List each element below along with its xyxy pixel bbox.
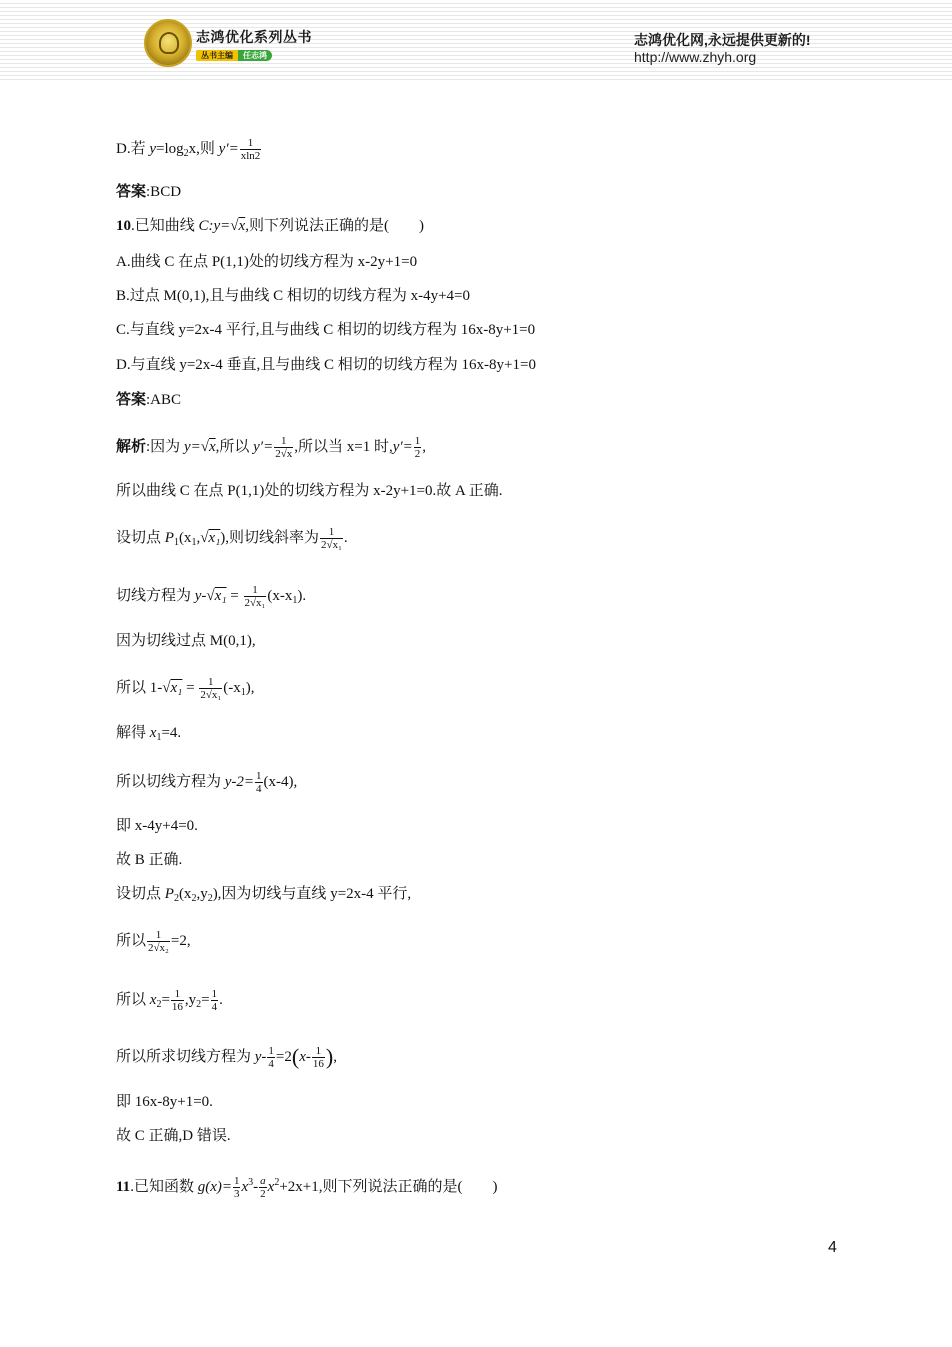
fraction: $\frac{1}{2}$ [414,435,421,460]
option-a: A.曲线 C 在点 P(1,1)处的切线方程为 x-2y+1=0 [116,254,418,270]
header-slogan: 志鸿优化网,永远提供更新的! [634,32,811,48]
fraction: $\frac{1}{\text{2√x₁}}$ [321,526,342,551]
fraction: $\frac{1}{3}$ [233,1175,240,1200]
option-b: B.过点 M(0,1),且与曲线 C 相切的切线方程为 x-4y+4=0 [116,288,471,304]
fraction: $\frac{1}{16}$ [312,1045,324,1070]
analysis-line-7: 解得 $x_1=4$. [116,725,182,743]
analysis-line-5: 因为切线过点 M(0,1), [116,633,256,649]
fraction: $\frac{1}{\text{2√x₂}}$ [148,929,169,954]
analysis-line-8: 所以切线方程为 y-2= $\frac{1}{4}$ (x-4), [116,770,298,795]
editor-badge [196,50,272,61]
analysis-line-14: 所以所求切线方程为 y- $\frac{1}{4}$ =2(x- $\frac{1}{16}$ ), [116,1043,337,1070]
editor-label: 丛书主编 [196,50,238,61]
fraction: $\frac{1}{xln2}$ [240,137,261,162]
analysis-line-13: 所以 $x_2=$ $\frac{1}{16}$ $,y_2=$ $\frac{1}{4}$ . [116,988,223,1013]
analysis-line-9: 即 x-4y+4=0. [116,818,198,834]
analysis-line-10: 故 B 正确. [116,852,183,868]
publisher-logo-icon [144,19,192,67]
fraction: $\frac{1}{\text{2√x₁}}$ [200,676,222,701]
fraction: $\frac{a}{2}$ [260,1175,266,1200]
analysis-line-1: 解析:因为 y=√x,所以 y′= $\frac{1}{2√x}$ ,所以当 x=1 时,y′= $\frac{1}{2}$ , [116,435,427,460]
analysis-line-3: 设切点 $P_1(x_1,√x_1)$,则切线斜率为 $\frac{1}{\text{2√x₁}}$ . [116,526,348,551]
analysis-line-6: 所以 1-√x₁ = $\frac{1}{\text{2√x₁}}$ $(-x_1)$, [116,676,255,701]
analysis-line-2: 所以曲线 C 在点 P(1,1)处的切线方程为 x-2y+1=0.故 A 正确. [116,483,503,499]
fraction: $\frac{1}{4}$ [268,1045,274,1070]
analysis-line-15: 即 16x-8y+1=0. [116,1094,213,1110]
analysis-line-12: 所以 $\frac{1}{\text{2√x₂}}$ =2, [116,929,191,954]
page-header [0,0,952,80]
fraction: $\frac{1}{4}$ [256,770,262,795]
analysis-line-11: 设切点 $P_2(x_2,y_2)$,因为切线与直线 y=2x-4 平行, [116,886,412,904]
analysis-line-4: 切线方程为 y-√x₁ = $\frac{1}{\text{2√x₁}}$ $(x-x_1)$. [116,584,307,609]
option-c: C.与直线 y=2x-4 平行,且与曲线 C 相切的切线方程为 16x-8y+1=0 [116,322,536,338]
fraction: $\frac{1}{2√x}$ [275,435,293,460]
question-10: 10.已知曲线 C:y=√x,则下列说法正确的是( ) [116,218,424,234]
option-d-line: D.若 $y=\log_2x$,则 y′= $\frac{1}{xln2}$ [116,137,261,162]
answer-line: 答案:BCD [116,184,182,200]
answer-line-2: 答案:ABC [116,392,182,408]
brand-title: 志鸿优化系列丛书 [196,29,312,45]
editor-name: 任志鸿 [238,50,272,61]
fraction: $\frac{1}{\text{2√x₁}}$ [244,584,266,609]
header-url[interactable]: http://www.zhyh.org [634,49,757,65]
option-d: D.与直线 y=2x-4 垂直,且与曲线 C 相切的切线方程为 16x-8y+1=0 [116,357,536,373]
page-number: 4 [828,1239,837,1256]
fraction: $\frac{1}{16}$ [171,988,183,1013]
question-11: 11.已知函数 g(x)= $\frac{1}{3}$ $x^3-\frac{a}{2}$ $x^2+2x+1$,则下列说法正确的是( ) [116,1175,498,1200]
fraction: $\frac{1}{4}$ [211,988,218,1013]
analysis-line-16: 故 C 正确,D 错误. [116,1128,231,1144]
